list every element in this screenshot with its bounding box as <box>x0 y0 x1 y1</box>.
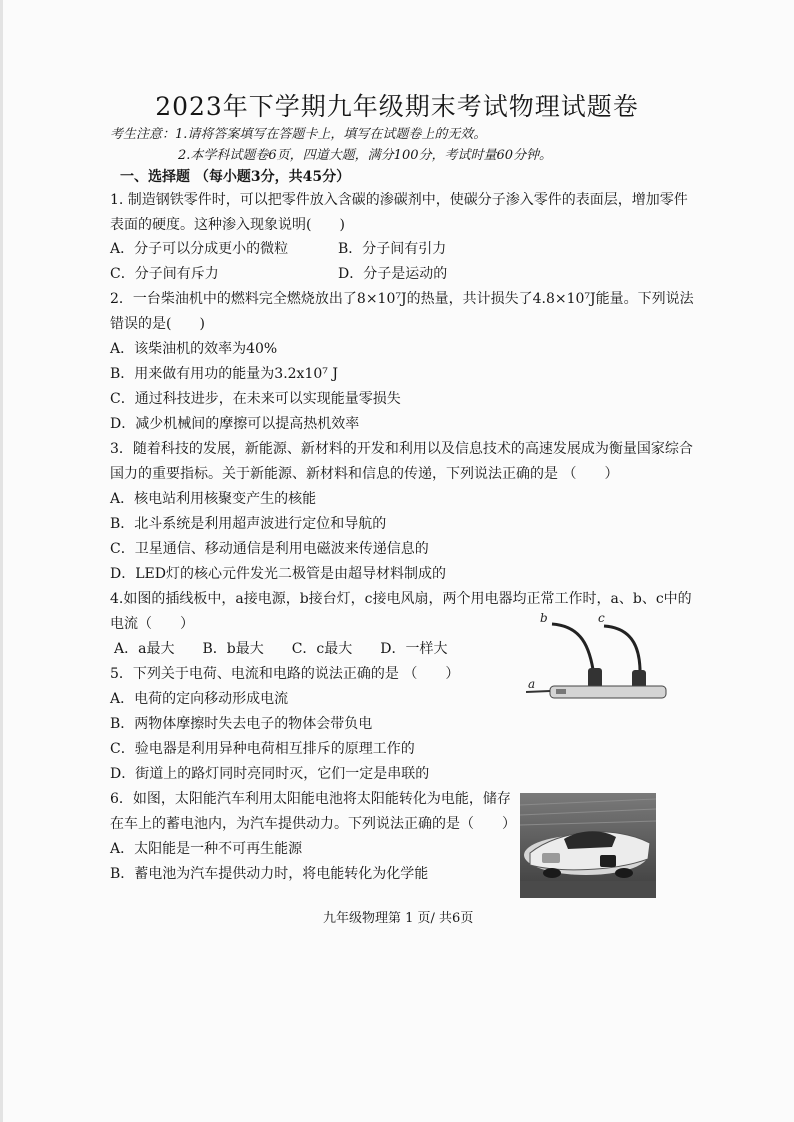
q4-stem-line-1: 4.如图的插线板中，a接电源，b接台灯，c接电风扇，两个用电器均正常工作时，a、b、c中的 <box>110 591 692 607</box>
fig-label-b: b <box>540 611 548 625</box>
q1-stem-line-1: 1. 制造钢铁零件时，可以把零件放入含碳的渗碳剂中，使碳分子渗入零件的表面层，增加零件 <box>110 192 688 208</box>
q1-option-a: A．分子可以分成更小的微粒 <box>110 241 289 257</box>
q2-option-d: D．减少机械间的摩擦可以提高热机效率 <box>110 416 360 432</box>
fig-label-a: a <box>528 677 536 691</box>
q6-stem-line-2: 在车上的蓄电池内，为汽车提供动力。下列说法正确的是（ ） <box>110 816 516 832</box>
power-strip-figure <box>526 610 672 712</box>
q6-stem-line-1: 6．如图，太阳能汽车利用太阳能电池将太阳能转化为电能，储存 <box>110 791 511 807</box>
q1-option-b: B．分子间有引力 <box>338 241 447 257</box>
q2-stem-line-1: 2．一台柴油机中的燃料完全燃烧放出了8×10⁷J的热量，共计损失了4.8×10⁷J能量。下列说法 <box>110 291 694 307</box>
notice-line-2: 2.本学科试题卷6页，四道大题，满分100分，考试时量60分钟。 <box>178 148 553 163</box>
solar-car-photo <box>520 793 656 898</box>
q3-option-c: C．卫星通信、移动通信是利用电磁波来传递信息的 <box>110 541 429 557</box>
q2-option-c: C．通过科技进步，在未来可以实现能量零损失 <box>110 391 401 407</box>
q5-stem: 5．下列关于电荷、电流和电路的说法正确的是 （ ） <box>110 666 460 682</box>
q1-stem-line-2: 表面的硬度。这种渗入现象说明( ) <box>110 217 345 233</box>
q2-stem-line-2: 错误的是( ) <box>110 316 205 332</box>
page-footer: 九年级物理第 1 页/ 共6页 <box>323 911 474 926</box>
q3-option-b: B．北斗系统是利用超声波进行定位和导航的 <box>110 516 387 532</box>
q3-stem-line-2: 国力的重要指标。关于新能源、新材料和信息的传递，下列说法正确的是 （ ） <box>110 466 619 482</box>
page-title: 2023年下学期九年级期末考试物理试题卷 <box>155 92 639 121</box>
q6-option-b: B．蓄电池为汽车提供动力时，将电能转化为化学能 <box>110 866 429 882</box>
q4-options: A．a最大 B．b最大 C．c最大 D．一样大 <box>114 641 448 657</box>
q3-option-d: D．LED灯的核心元件发光二极管是由超导材料制成的 <box>110 566 446 582</box>
notice-line-1: 考生注意：1.请将答案填写在答题卡上，填写在试题卷上的无效。 <box>110 127 487 142</box>
fig-label-c: c <box>598 611 605 625</box>
q1-option-c: C．分子间有斥力 <box>110 266 219 282</box>
q5-option-b: B．两物体摩擦时失去电子的物体会带负电 <box>110 716 373 732</box>
q5-option-c: C．验电器是利用异种电荷相互排斥的原理工作的 <box>110 741 415 757</box>
q3-stem-line-1: 3．随着科技的发展，新能源、新材料的开发和利用以及信息技术的高速发展成为衡量国家综合 <box>110 441 693 457</box>
q2-option-a: A．该柴油机的效率为40% <box>110 341 278 357</box>
q5-option-d: D．街道上的路灯同时亮同时灭，它们一定是串联的 <box>110 766 430 782</box>
scan-edge <box>0 0 3 1122</box>
q4-stem-line-2: 电流（ ） <box>110 616 194 632</box>
q6-option-a: A．太阳能是一种不可再生能源 <box>110 841 303 857</box>
q5-option-a: A．电荷的定向移动形成电流 <box>110 691 289 707</box>
q1-option-d: D．分子是运动的 <box>338 266 448 282</box>
section-heading: 一、选择题 （每小题3分，共45分） <box>120 169 351 185</box>
q2-option-b: B．用来做有用功的能量为3.2x10⁷ J <box>110 366 338 382</box>
q3-option-a: A．核电站利用核聚变产生的核能 <box>110 491 317 507</box>
